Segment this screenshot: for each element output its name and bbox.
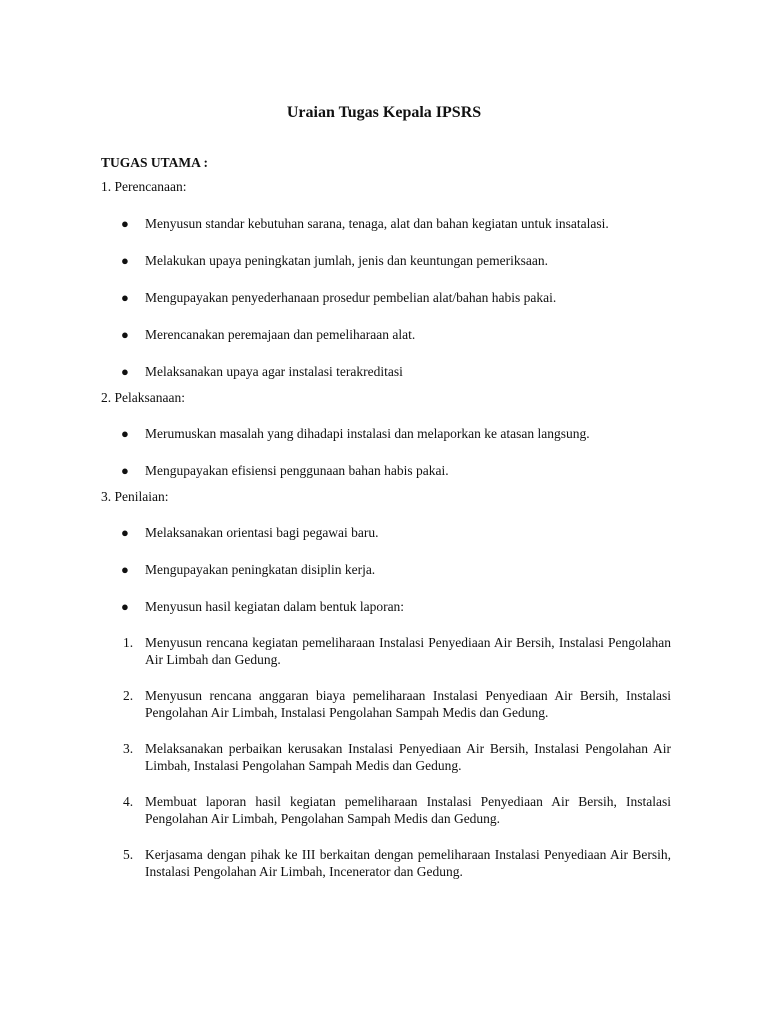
section-heading-perencanaan: 1. Perencanaan:: [101, 179, 187, 194]
main-heading: TUGAS UTAMA :: [101, 155, 209, 170]
section-heading-penilaian: 3. Penilaian:: [101, 489, 169, 504]
list-item: 1. Menyusun rencana kegiatan pemeliharaan Instalasi Penyediaan Air Bersih, Instalasi Pengolahan Air Limbah dan Gedung.: [123, 635, 671, 667]
bullet-icon: ●: [121, 562, 129, 577]
bullet-icon: ●: [121, 216, 129, 231]
bullet-icon: ●: [121, 525, 129, 540]
list-item: ● Mengupayakan penyederhanaan prosedur pembelian alat/bahan habis pakai.: [121, 290, 557, 305]
list-item: ● Merencanakan peremajaan dan pemeliharaan alat.: [121, 327, 416, 342]
bullet-icon: ●: [121, 253, 129, 268]
section-heading-pelaksanaan: 2. Pelaksanaan:: [101, 390, 185, 405]
list-item: ● Menyusun standar kebutuhan sarana, tenaga, alat dan bahan kegiatan untuk insatalasi.: [121, 216, 609, 231]
list-item: 3. Melaksanakan perbaikan kerusakan Instalasi Penyediaan Air Bersih, Instalasi Pengolahan Air Limbah, Instalasi Pengolahan Sampah Medis dan Gedung.: [123, 741, 671, 773]
bullet-list-penilaian: [101, 524, 671, 616]
list-item: ● Merumuskan masalah yang dihadapi instalasi dan melaporkan ke atasan langsung.: [121, 426, 590, 441]
bullet-list-pelaksanaan: [101, 425, 671, 480]
list-item: ● Menyusun hasil kegiatan dalam bentuk laporan:: [121, 599, 405, 614]
bullet-icon: ●: [121, 327, 129, 342]
list-item: ● Melaksanakan upaya agar instalasi terakreditasi: [121, 364, 403, 379]
list-item: 2. Menyusun rencana anggaran biaya pemeliharaan Instalasi Penyediaan Air Bersih, Instalasi Pengolahan Air Limbah, Instalasi Pengolahan Sampah Medis dan Gedung.: [123, 688, 671, 720]
document-content: [101, 178, 671, 880]
list-item: ● Mengupayakan efisiensi penggunaan bahan habis pakai.: [121, 463, 449, 478]
bullet-icon: ●: [121, 290, 129, 305]
list-item: 4. Membuat laporan hasil kegiatan pemeliharaan Instalasi Penyediaan Air Bersih, Instalasi Pengolahan Air Limbah, Pengolahan Sampah Medis dan Gedung.: [123, 794, 671, 826]
bullet-icon: ●: [121, 599, 129, 614]
list-item: ● Melakukan upaya peningkatan jumlah, jenis dan keuntungan pemeriksaan.: [121, 253, 549, 268]
bullet-icon: ●: [121, 426, 129, 441]
bullet-list-perencanaan: [101, 215, 671, 381]
list-item: 5. Kerjasama dengan pihak ke III berkaitan dengan pemeliharaan Instalasi Penyediaan Air Bersih, Instalasi Pengolahan Air Limbah, Incenerator dan Gedung.: [123, 847, 671, 879]
list-item: ● Melaksanakan orientasi bagi pegawai baru.: [121, 525, 379, 540]
list-item: ● Mengupayakan peningkatan disiplin kerja.: [121, 562, 376, 577]
bullet-icon: ●: [121, 364, 129, 379]
bullet-icon: ●: [121, 463, 129, 478]
document-title: Uraian Tugas Kepala IPSRS: [286, 104, 482, 121]
report-item-list: [101, 634, 671, 880]
